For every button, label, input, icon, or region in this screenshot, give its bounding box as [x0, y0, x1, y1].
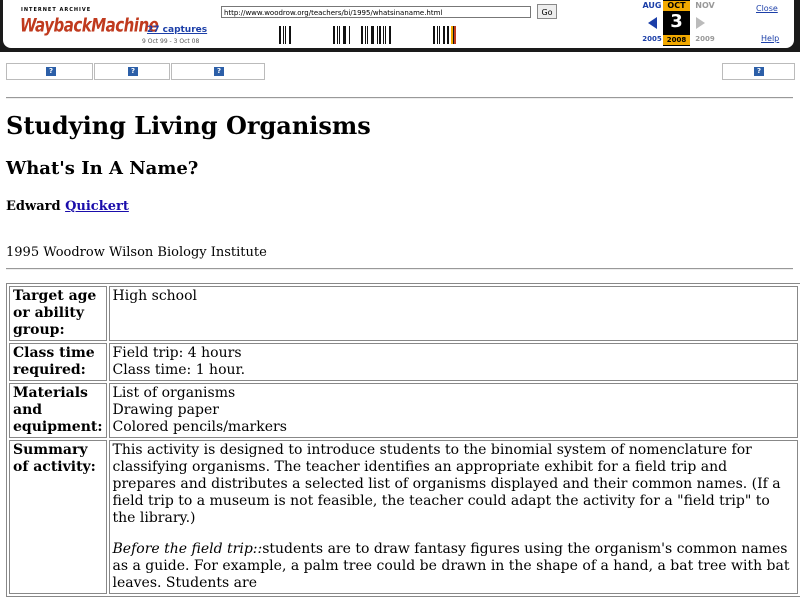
- capture-bar: [443, 26, 445, 44]
- wayback-toolbar: [0, 0, 800, 52]
- capture-bar: [337, 26, 338, 44]
- close-link[interactable]: Close: [756, 4, 778, 13]
- before-trip-text: students are to draw fantasy figures using the organism's common names as a guide. For example, a palm tree could be drawn in the shape of a hand, a bat tree with bat leaves. Students are: [112, 541, 790, 591]
- divider: [6, 268, 793, 270]
- table-row: [9, 286, 798, 341]
- capture-bar: [447, 26, 449, 44]
- before-trip-paragraph: [113, 541, 794, 592]
- row-value: [109, 383, 798, 438]
- wayback-logo-caption: INTERNET ARCHIVE: [21, 7, 92, 13]
- nav-button-1[interactable]: [6, 63, 93, 80]
- capture-bar: [385, 26, 386, 44]
- value-line: High school: [112, 288, 198, 304]
- next-year: 2009: [695, 35, 715, 43]
- author: [6, 199, 129, 214]
- table-row: [9, 343, 798, 381]
- capture-bar: [389, 26, 391, 44]
- capture-bar: [439, 26, 440, 44]
- value-line: List of organisms: [112, 385, 236, 401]
- author-link[interactable]: Quickert: [65, 199, 129, 214]
- capture-bar: [289, 26, 291, 44]
- author-first-name: Edward: [6, 199, 61, 214]
- table-row: [9, 440, 798, 594]
- prev-capture-arrow-icon[interactable]: [648, 17, 657, 29]
- next-month: NOV: [695, 1, 715, 10]
- help-link[interactable]: Help: [761, 34, 780, 43]
- capture-bar: [453, 26, 454, 44]
- value-line: Field trip: 4 hours: [112, 345, 242, 361]
- help-icon: ?: [128, 67, 138, 76]
- capture-bar: [283, 26, 284, 44]
- capture-bar: [379, 26, 381, 44]
- capture-bar: [349, 26, 350, 44]
- captures-link[interactable]: 27 captures: [147, 25, 208, 35]
- capture-bar: [383, 26, 384, 44]
- summary-paragraph: This activity is designed to introduce students to the binomial system of nomenclature for classifying organisms. The teacher identifies an appropriate exhibit for a field trip and prepares and distributes a selected list of organisms displayed and their common names. (If a field trip to a museum is not feasible, the teacher could adapt the activity for a "field trip" to the library.): [112, 442, 781, 526]
- nav-button-2[interactable]: [94, 63, 170, 80]
- nav-button-3[interactable]: [171, 63, 265, 80]
- capture-bar: [433, 26, 435, 44]
- row-value: [109, 343, 798, 381]
- capture-bar: [373, 26, 374, 44]
- value-line: Class time: 1 hour.: [112, 362, 246, 378]
- page-subtitle: What's In A Name?: [6, 158, 199, 179]
- row-label: Summary of activity:: [9, 440, 107, 594]
- capture-bar: [343, 26, 345, 44]
- help-icon: ?: [214, 67, 224, 76]
- next-capture-arrow-icon: [696, 17, 705, 29]
- capture-sparkline[interactable]: [221, 24, 631, 46]
- before-trip-label: Before the field trip::: [112, 541, 263, 557]
- value-line: Drawing paper: [112, 402, 219, 418]
- nav-button-4[interactable]: [722, 63, 795, 80]
- capture-bar-highlight: [454, 26, 456, 44]
- prev-year[interactable]: 2005: [642, 35, 662, 43]
- capture-bar: [377, 26, 378, 44]
- capture-bar: [371, 26, 373, 44]
- help-icon: ?: [754, 67, 764, 76]
- value-line: Colored pencils/markers: [112, 419, 287, 435]
- row-label: Target age or ability group:: [9, 286, 107, 341]
- capture-bar: [437, 26, 438, 44]
- lesson-info-table: [6, 283, 800, 597]
- table-row: [9, 383, 798, 438]
- divider: [6, 97, 793, 99]
- go-button[interactable]: Go: [537, 4, 557, 19]
- current-month: OCT: [663, 1, 690, 11]
- capture-bar: [285, 26, 286, 44]
- current-year: 2008: [663, 35, 690, 45]
- current-day: 3: [670, 11, 683, 32]
- row-label: Materials and equipment:: [9, 383, 107, 438]
- capture-bar: [361, 26, 363, 44]
- prev-month[interactable]: AUG: [642, 1, 662, 10]
- capture-range: 9 Oct 99 - 3 Oct 08: [142, 38, 200, 45]
- page-title: Studying Living Organisms: [6, 111, 371, 140]
- row-value: [109, 286, 798, 341]
- wayback-toolbar-panel: [3, 0, 794, 48]
- capture-bar: [279, 26, 281, 44]
- institute: 1995 Woodrow Wilson Biology Institute: [6, 245, 267, 260]
- capture-bar: [339, 26, 340, 44]
- help-icon: ?: [46, 67, 56, 76]
- capture-bar: [345, 26, 346, 44]
- capture-bar: [365, 26, 366, 44]
- row-label: Class time required:: [9, 343, 107, 381]
- capture-bar: [367, 26, 368, 44]
- spacer: [113, 305, 794, 338]
- row-value: [109, 440, 798, 594]
- capture-bar-highlight: [451, 26, 453, 44]
- url-input[interactable]: http://www.woodrow.org/teachers/bi/1995/whatsinaname.html: [221, 6, 531, 18]
- wayback-logo[interactable]: WaybackMachine: [20, 14, 159, 37]
- capture-bar: [333, 26, 335, 44]
